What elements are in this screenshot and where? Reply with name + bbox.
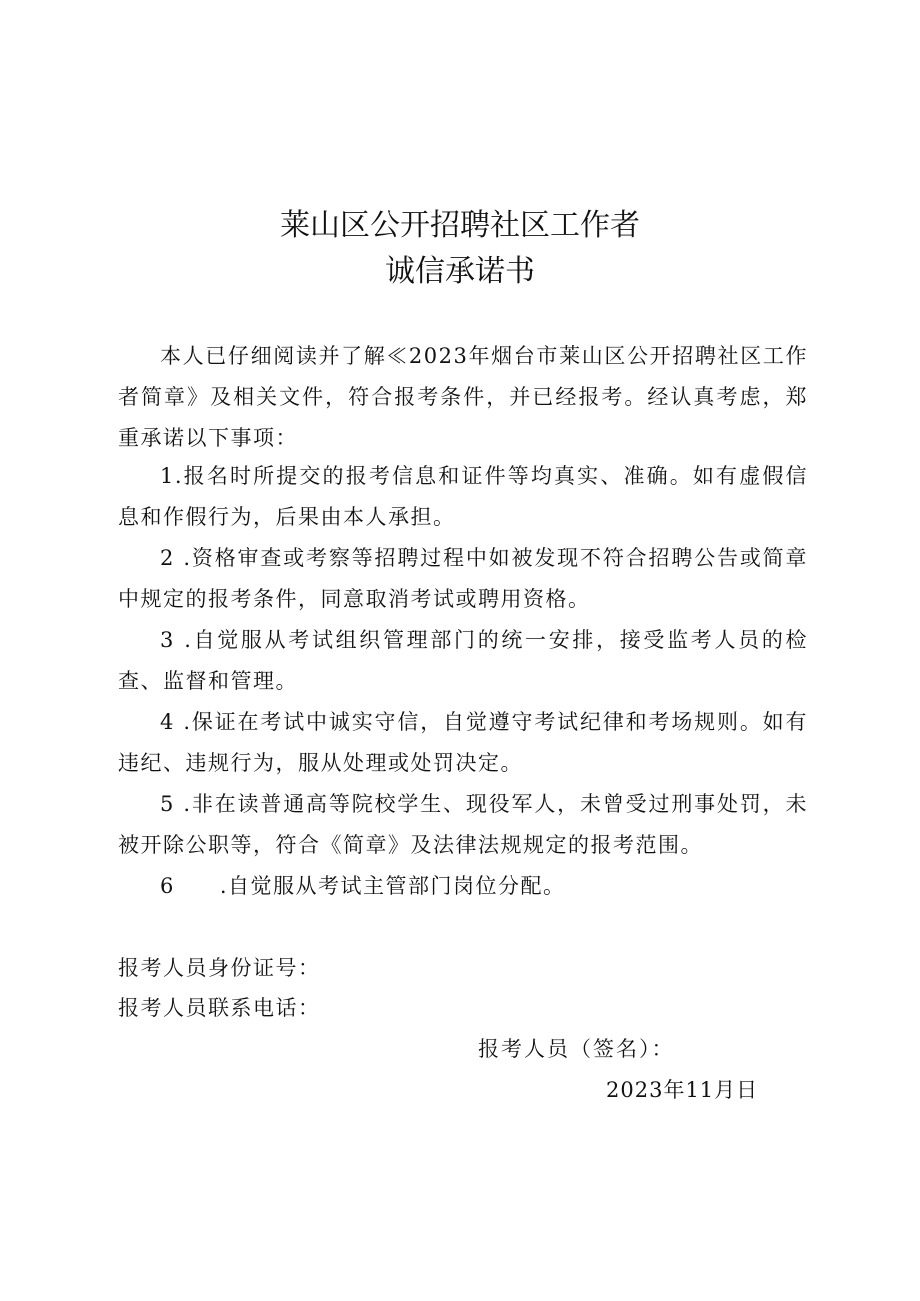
document-title: 莱山区公开招聘社区工作者 xyxy=(280,208,640,243)
commitment-item-1: 1.报名时所提交的报考信息和证件等均真实、准确。如有虚假信息和作假行为，后果由本人承担。 xyxy=(118,464,808,529)
phone-label: 报考人员联系电话： xyxy=(118,996,321,1020)
document-subtitle: 诚信承诺书 xyxy=(385,254,535,289)
commitment-list xyxy=(118,456,808,907)
commitment-item-4: 4 .保证在考试中诚实守信，自觉遵守考试纪律和考场规则。如有违纪、违规行为，服从处理或处罚决定。 xyxy=(118,710,808,775)
commitment-item-5: 5 .非在读普通高等院校学生、现役军人，未曾受过刑事处罚，未被开除公职等，符合《简章》及法律法规规定的报考范围。 xyxy=(118,792,808,857)
intro-paragraph: 本人已仔细阅读并了解≪2023年烟台市莱山区公开招聘社区工作者简章》及相关文件，符合报考条件，并已经报考。经认真考虑，郑重承诺以下事项： xyxy=(118,344,808,450)
intro-block xyxy=(118,336,808,459)
signature-label: 报考人员（签名）： xyxy=(478,1037,675,1061)
date-line: 2023年11月日 xyxy=(606,1078,759,1102)
id-number-label: 报考人员身份证号： xyxy=(118,956,321,980)
commitment-item-6: 6 .自觉服从考试主管部门岗位分配。 xyxy=(160,874,566,898)
commitment-item-3: 3 .自觉服从考试组织管理部门的统一安排，接受监考人员的检查、监督和管理。 xyxy=(118,628,808,693)
commitment-item-2: 2 .资格审查或考察等招聘过程中如被发现不符合招聘公告或简章中规定的报考条件，同意取消考试或聘用资格。 xyxy=(118,546,808,611)
